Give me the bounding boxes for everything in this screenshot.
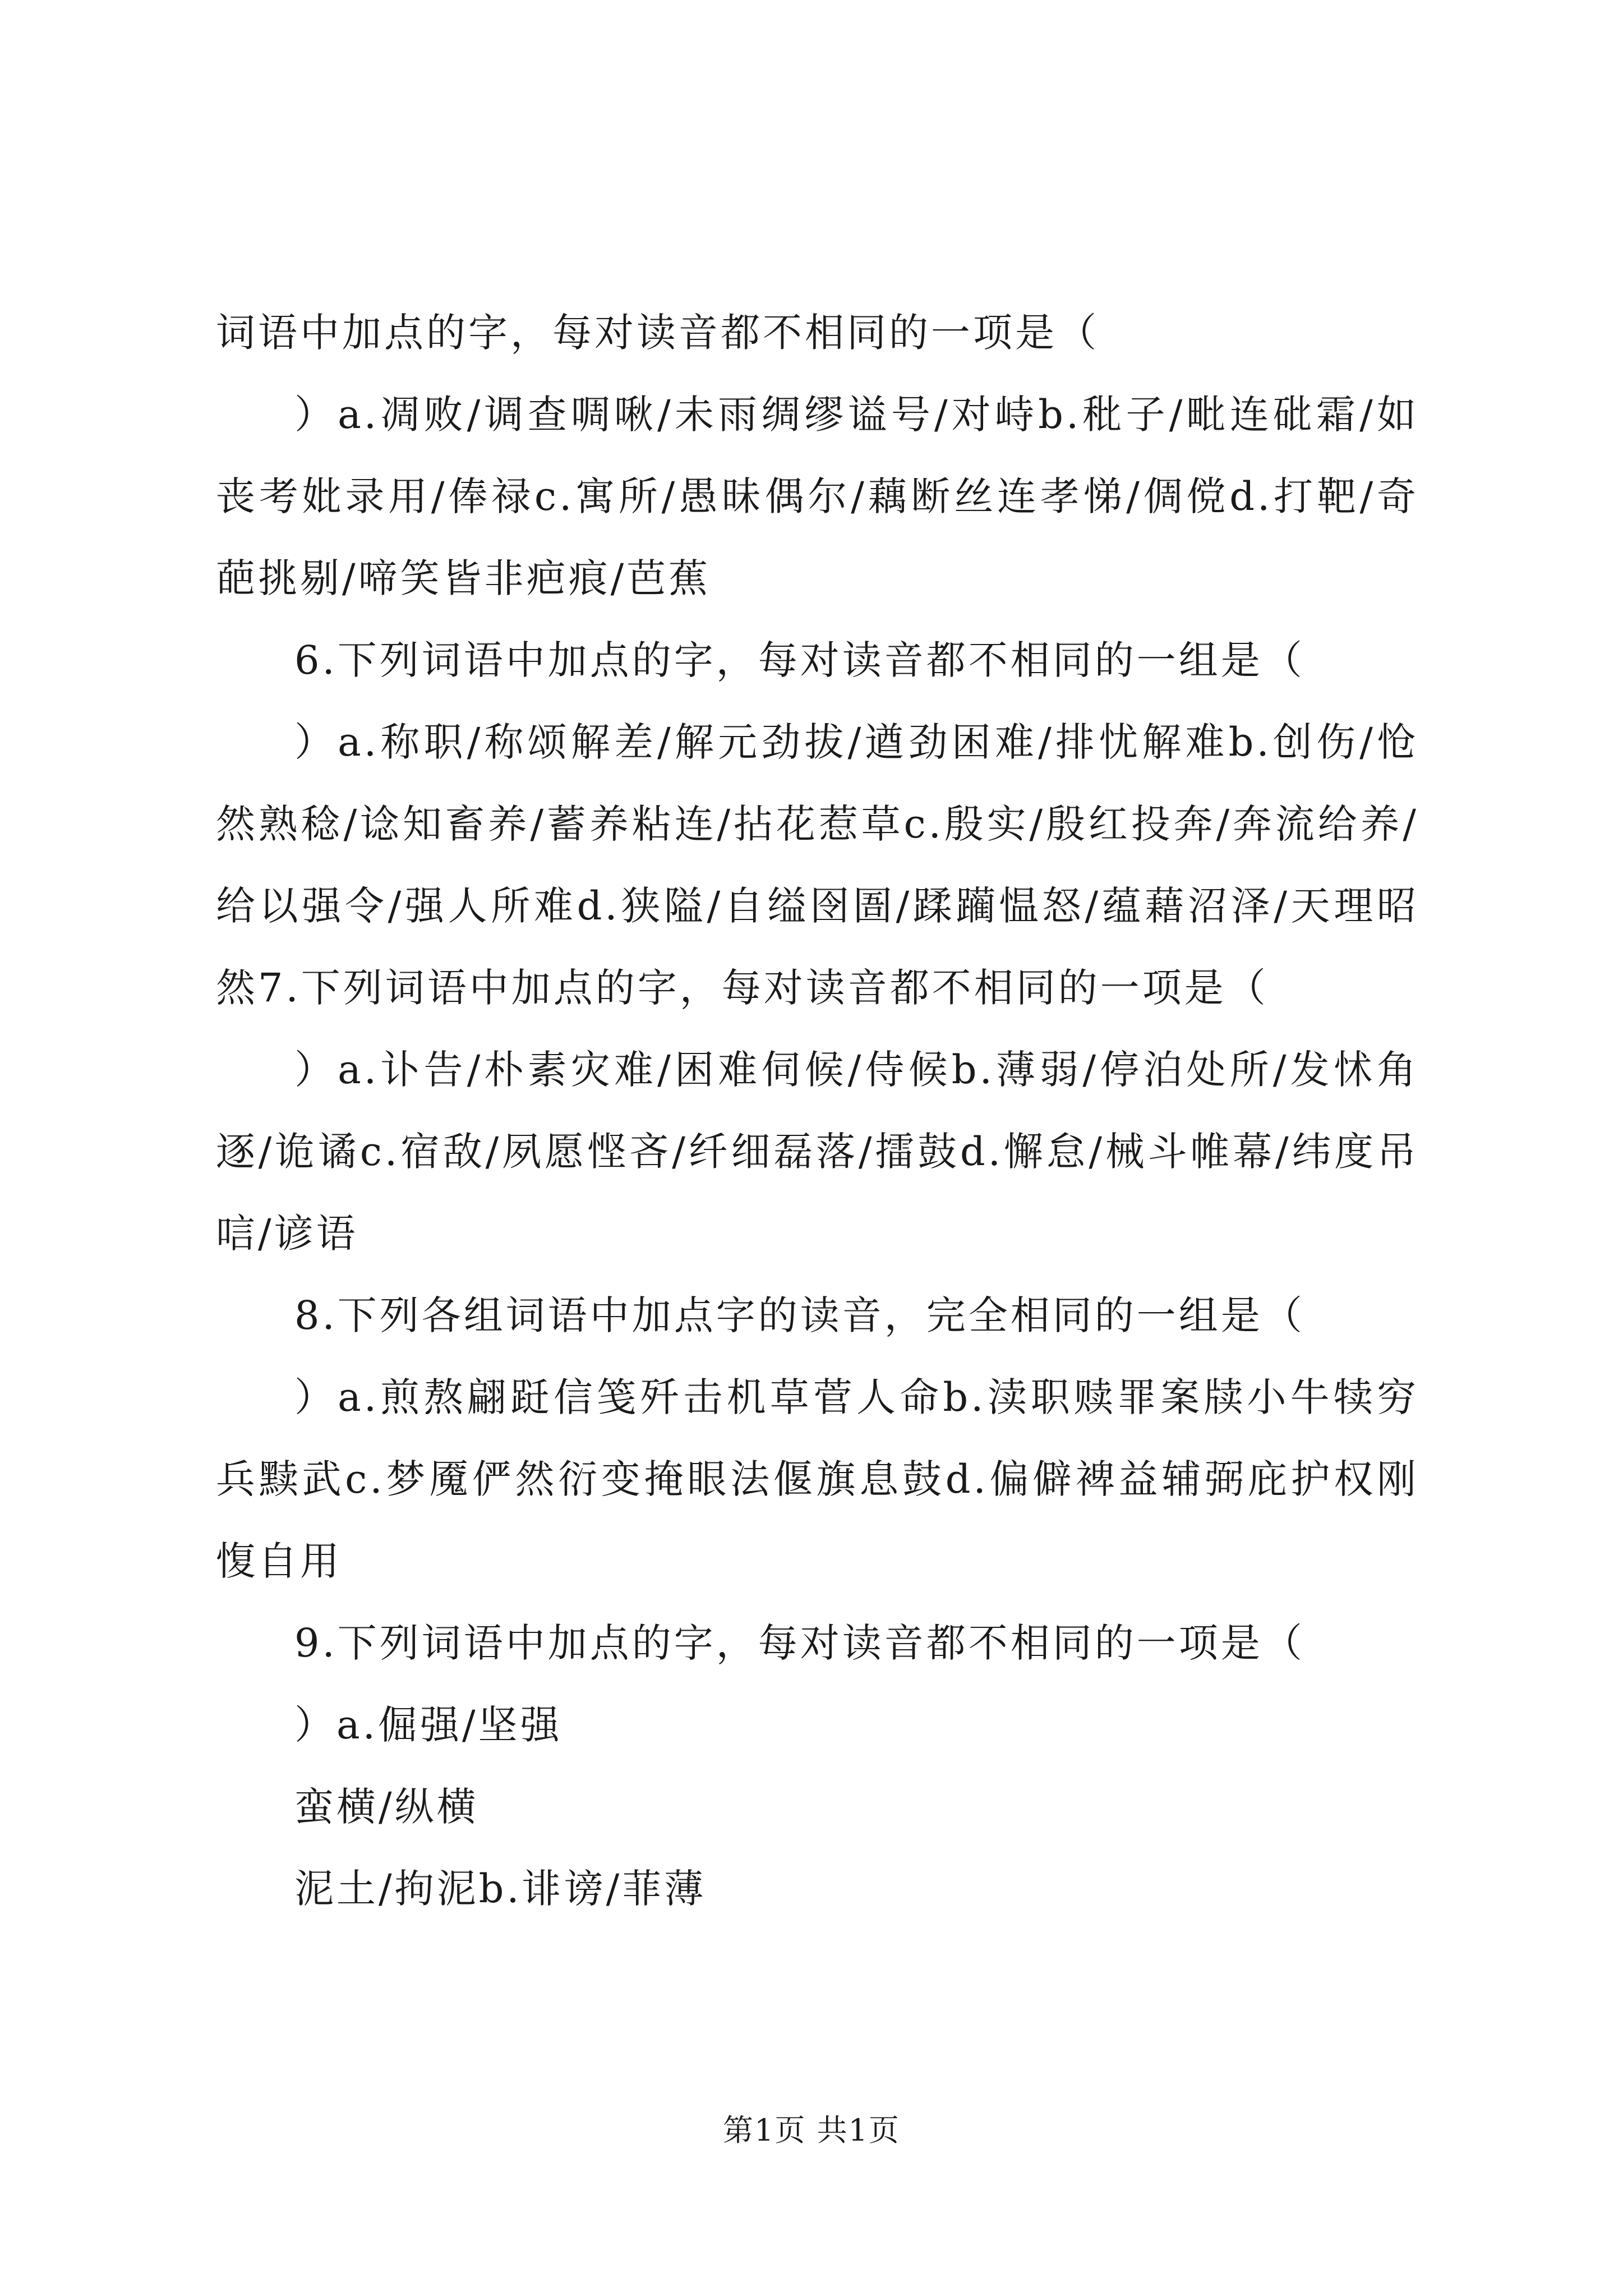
question-9-option-b: 泥土/拘泥b.诽谤/菲薄 xyxy=(294,1866,707,1912)
question-5-stem-tail: 词语中加点的字，每对读音都不相同的一项是（ xyxy=(216,310,1099,356)
question-6-options: ）a.称职/称颂解差/解元劲拔/遒劲困难/排忧解难b.创伤/怆然熟稔/谂知畜养/蓄养粘连/拈花惹草c.殷实/殷红投奔/奔流给养/给以强令/强人所难d.狭隘/自缢囹圄/蹂躏愠怒/蕴藉沼泽/天理昭然7.下列词语中加点的字，每对读音都不相同的一项是（ xyxy=(216,719,1419,1011)
question-6-stem: 6.下列词语中加点的字，每对读音都不相同的一组是（ xyxy=(294,637,1305,683)
question-8-options: ）a.煎熬翩跹信笺歼击机草菅人命b.渎职赎罪案牍小牛犊穷兵黩武c.梦魇俨然衍变掩眼法偃旗息鼓d.偏僻裨益辅弼庇护权刚愎自用 xyxy=(216,1374,1419,1584)
document-body xyxy=(216,292,1419,1930)
question-9-stem: 9.下列词语中加点的字，每对读音都不相同的一项是（ xyxy=(294,1620,1305,1666)
page-footer: 第1页 共1页 xyxy=(723,2113,900,2148)
question-7-options: ）a.讣告/朴素灾难/困难伺候/侍候b.薄弱/停泊处所/发怵角逐/诡谲c.宿敌/夙愿悭吝/纤细磊落/擂鼓d.懈怠/械斗帷幕/纬度吊唁/谚语 xyxy=(216,1047,1419,1257)
question-8-stem: 8.下列各组词语中加点字的读音，完全相同的一组是（ xyxy=(294,1292,1305,1338)
question-9-option-a-cont: 蛮横/纵横 xyxy=(294,1784,479,1830)
question-9-option-a: ）a.倔强/坚强 xyxy=(294,1702,562,1748)
question-5-options: ）a.凋败/调查啁啾/未雨绸缪谥号/对峙b.秕子/毗连砒霜/如丧考妣录用/俸禄c.寓所/愚昧偶尔/藕断丝连孝悌/倜傥d.打靶/奇葩挑剔/啼笑皆非疤痕/芭蕉 xyxy=(216,392,1419,601)
